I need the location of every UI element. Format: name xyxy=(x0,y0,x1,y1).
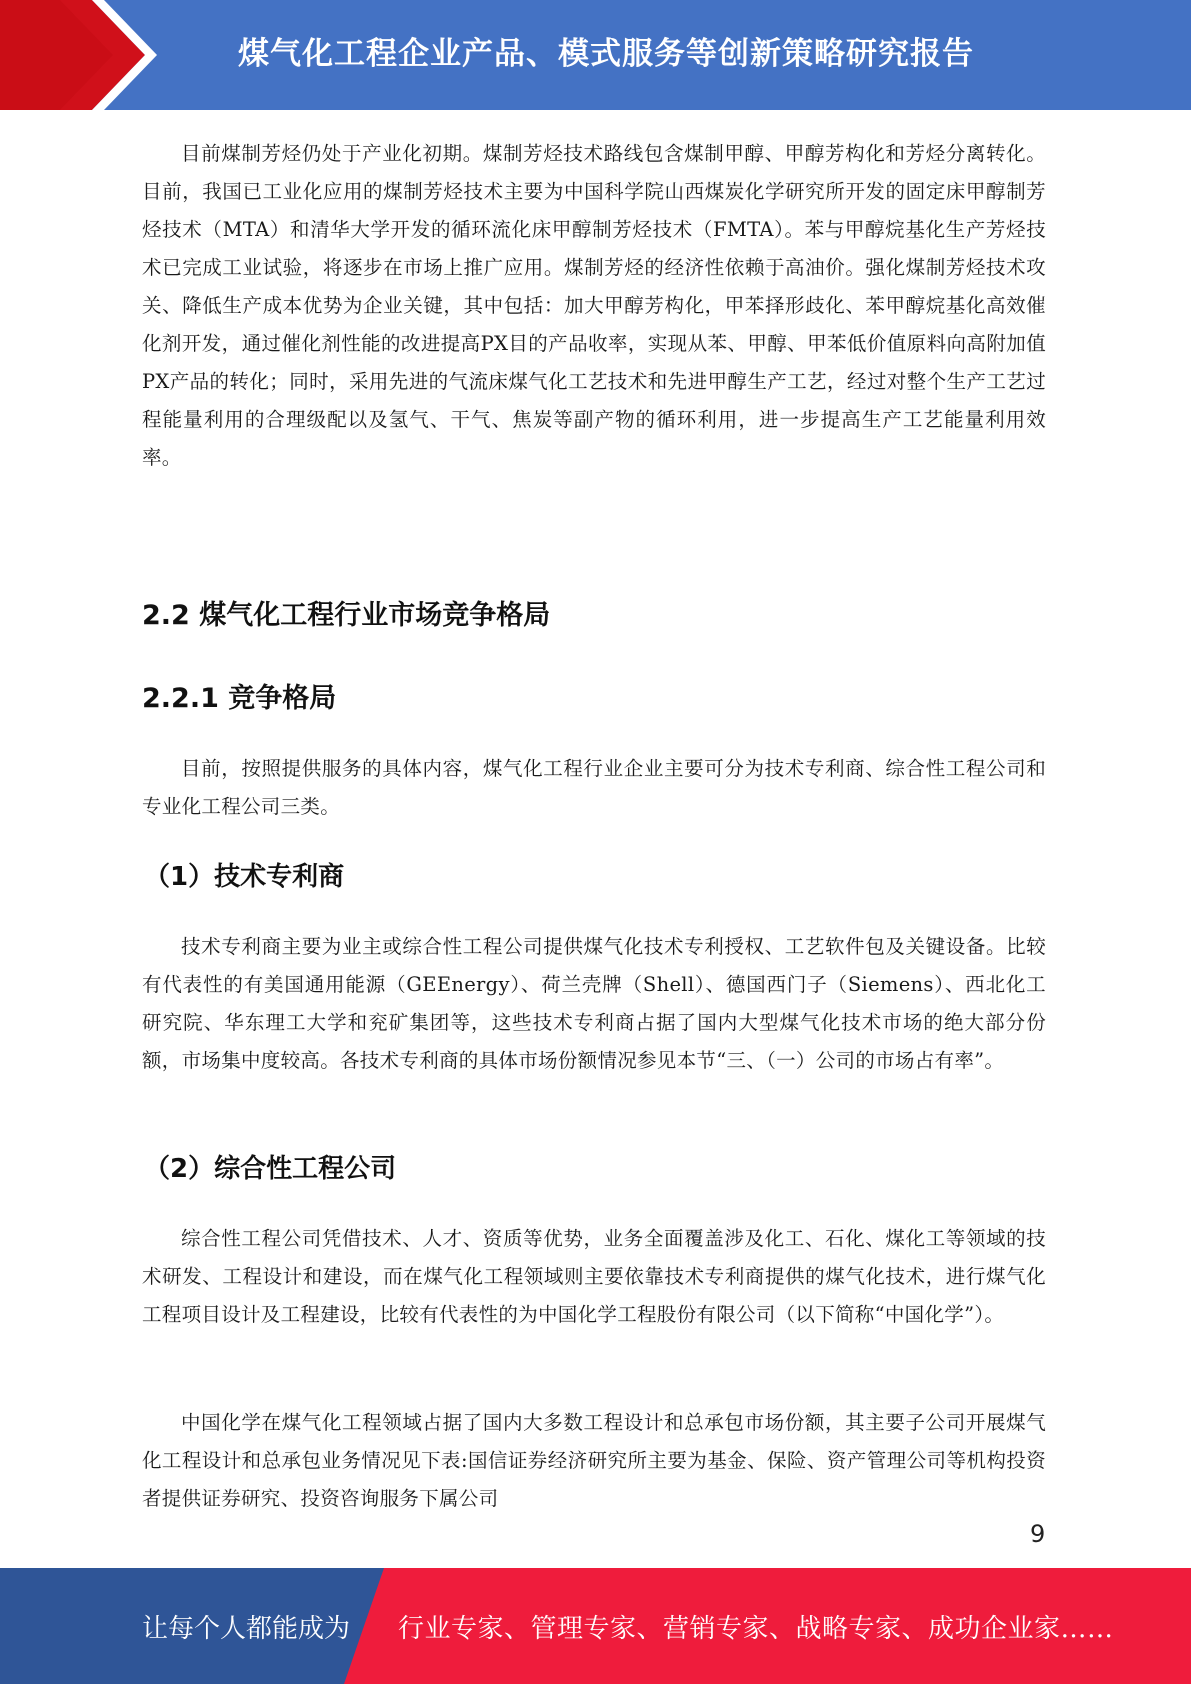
competition-paragraph: 目前，按照提供服务的具体内容，煤气化工程行业企业主要可分为技术专利商、综合性工程公司和专业化工程公司三类。 xyxy=(142,757,1046,818)
china-chem-section xyxy=(142,1404,1046,1518)
patent-section xyxy=(142,928,1046,1080)
section-heading: 2.2 煤气化工程行业市场竞争格局 xyxy=(142,600,551,631)
comprehensive-section xyxy=(142,1220,1046,1334)
intro-paragraph: 目前煤制芳烃仍处于产业化初期。煤制芳烃技术路线包含煤制甲醇、甲醇芳构化和芳烃分离转化。目前，我国已工业化应用的煤制芳烃技术主要为中国科学院山西煤炭化学研究所开发的固定床甲醇制芳烃技术（MTA）和清华大学开发的循环流化床甲醇制芳烃技术（FMTA）。苯与甲醇烷基化生产芳烃技术已完成工业试验，将逐步在市场上推广应用。煤制芳烃的经济性依赖于高油价。强化煤制芳烃技术攻关、降低生产成本优势为企业关键，其中包括：加大甲醇芳构化，甲苯择形歧化、苯甲醇烷基化高效催化剂开发，通过催化剂性能的改进提高PX目的产品收率，实现从苯、甲醇、甲苯低价值原料向高附加值PX产品的转化；同时，采用先进的气流床煤气化工艺技术和先进甲醇生产工艺，经过对整个生产工艺过程能量利用的合理级配以及氢气、干气、焦炭等副产物的循环利用，进一步提高生产工艺能量利用效率。 xyxy=(142,142,1046,469)
report-footer xyxy=(0,1568,1191,1684)
intro-section xyxy=(142,135,1046,477)
item-heading-patent: （1）技术专利商 xyxy=(144,862,345,892)
report-title: 煤气化工程企业产品、模式服务等创新策略研究报告 xyxy=(238,36,974,72)
patent-paragraph: 技术专利商主要为业主或综合性工程公司提供煤气化技术专利授权、工艺软件包及关键设备。比较有代表性的有美国通用能源（GEEnergy）、荷兰壳牌（Shell）、德国西门子（Siemens）、西北化工研究院、华东理工大学和兖矿集团等，这些技术专利商占据了国内大型煤气化技术市场的绝大部分份额，市场集中度较高。各技术专利商的具体市场份额情况参见本节“三、（一）公司的市场占有率”。 xyxy=(142,935,1046,1072)
footer-slogan-left: 让每个人都能成为 xyxy=(142,1614,351,1644)
china-chem-paragraph: 中国化学在煤气化工程领域占据了国内大多数工程设计和总承包市场份额，其主要子公司开展煤气化工程设计和总承包业务情况见下表:国信证券经济研究所主要为基金、保险、资产管理公司等机构投资者提供证券研究、投资咨询服务下属公司 xyxy=(142,1411,1046,1510)
page-number: 9 xyxy=(1030,1520,1046,1548)
report-header xyxy=(0,0,1191,110)
item-heading-comprehensive: （2）综合性工程公司 xyxy=(144,1154,397,1184)
comprehensive-paragraph: 综合性工程公司凭借技术、人才、资质等优势，业务全面覆盖涉及化工、石化、煤化工等领域的技术研发、工程设计和建设，而在煤气化工程领域则主要依靠技术专利商提供的煤气化技术，进行煤气化工程项目设计及工程建设，比较有代表性的为中国化学工程股份有限公司（以下简称“中国化学”）。 xyxy=(142,1227,1046,1326)
subsection-heading: 2.2.1 竞争格局 xyxy=(142,683,337,714)
footer-slogan-right: 行业专家、管理专家、营销专家、战略专家、成功企业家…… xyxy=(398,1614,1114,1644)
competition-section xyxy=(142,750,1046,826)
